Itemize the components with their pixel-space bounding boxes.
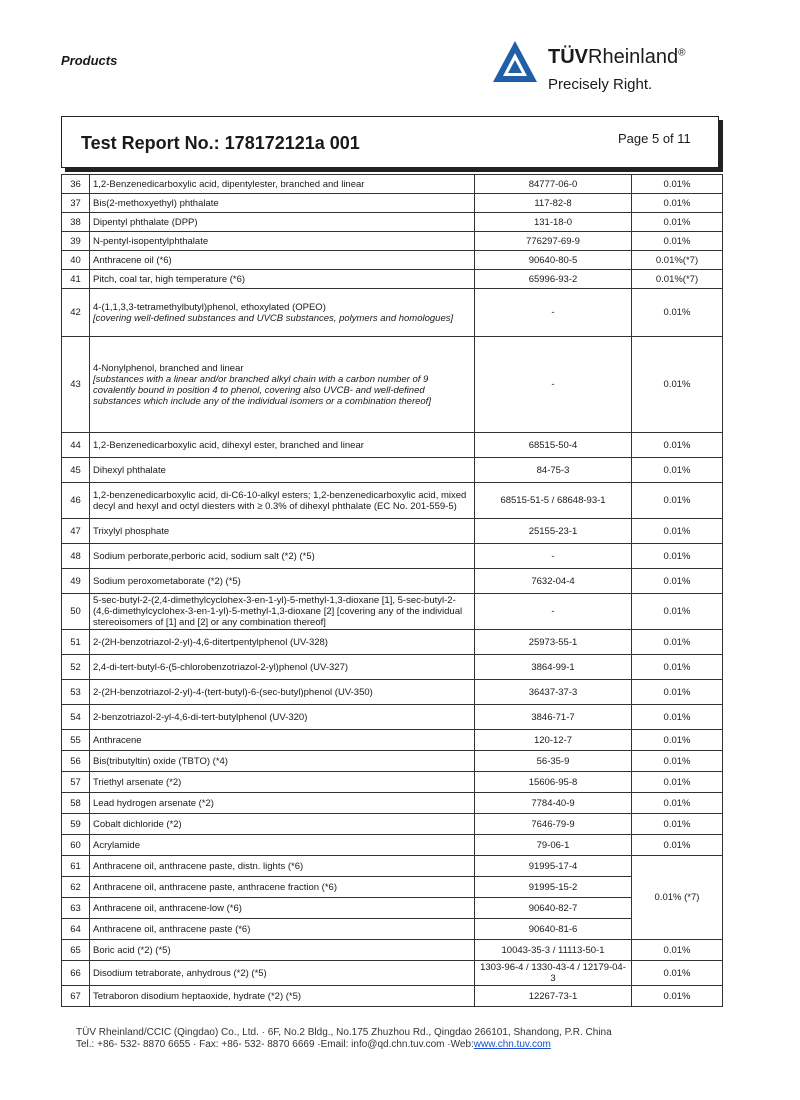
table-row bbox=[62, 337, 723, 433]
limit-value: 0.01% bbox=[632, 793, 723, 814]
cas-number: 84777-06-0 bbox=[475, 175, 632, 194]
limit-value: 0.01% bbox=[632, 751, 723, 772]
substance-name-text: Bis(2-methoxyethyl) phthalate bbox=[93, 197, 219, 209]
substance-name bbox=[90, 655, 475, 680]
substance-name-text: 2-(2H-benzotriazol-2-yl)-4-(tert-butyl)-6-(sec-butyl)phenol (UV-350) bbox=[93, 686, 373, 698]
cas-number: 90640-81-6 bbox=[475, 919, 632, 940]
substance-name bbox=[90, 919, 475, 940]
table-row bbox=[62, 519, 723, 544]
row-number: 51 bbox=[62, 630, 90, 655]
row-number: 63 bbox=[62, 898, 90, 919]
substance-name-text: 2-(2H-benzotriazol-2-yl)-4,6-ditertpentylphenol (UV-328) bbox=[93, 636, 328, 648]
row-number: 56 bbox=[62, 751, 90, 772]
substance-name-text: N-pentyl-isopentylphthalate bbox=[93, 235, 209, 247]
row-number: 50 bbox=[62, 594, 90, 630]
substance-name-text: Boric acid (*2) (*5) bbox=[93, 944, 171, 956]
row-number: 44 bbox=[62, 433, 90, 458]
cas-number: - bbox=[475, 289, 632, 337]
table-row bbox=[62, 175, 723, 194]
row-number: 66 bbox=[62, 961, 90, 986]
substance-name-text: Anthracene oil, anthracene paste, anthracene fraction (*6) bbox=[93, 881, 337, 893]
substance-name-text: Bis(tributyltin) oxide (TBTO) (*4) bbox=[93, 755, 228, 767]
cas-number: 84-75-3 bbox=[475, 458, 632, 483]
table-row bbox=[62, 483, 723, 519]
cas-number: 1303-96-4 / 1330-43-4 / 12179-04-3 bbox=[475, 961, 632, 986]
row-number: 65 bbox=[62, 940, 90, 961]
row-number: 60 bbox=[62, 835, 90, 856]
row-number: 39 bbox=[62, 232, 90, 251]
row-number: 48 bbox=[62, 544, 90, 569]
limit-value: 0.01% bbox=[632, 337, 723, 433]
table-row bbox=[62, 856, 723, 877]
substance-name bbox=[90, 194, 475, 213]
substance-name bbox=[90, 544, 475, 569]
footer-address: TÜV Rheinland/CCIC (Qingdao) Co., Ltd. · 6F, No.2 Bldg., No.175 Zhuzhou Rd., Qingdao 266101, Shandong, P.R. China bbox=[76, 1027, 612, 1038]
substance-name bbox=[90, 519, 475, 544]
limit-value: 0.01% bbox=[632, 705, 723, 730]
limit-value: 0.01% bbox=[632, 433, 723, 458]
substance-name bbox=[90, 730, 475, 751]
report-header bbox=[61, 116, 719, 168]
limit-value: 0.01% bbox=[632, 835, 723, 856]
substance-name bbox=[90, 986, 475, 1007]
cas-number: 79-06-1 bbox=[475, 835, 632, 856]
cas-number: 7784-40-9 bbox=[475, 793, 632, 814]
cas-number: 25155-23-1 bbox=[475, 519, 632, 544]
substance-name bbox=[90, 483, 475, 519]
row-number: 64 bbox=[62, 919, 90, 940]
row-number: 52 bbox=[62, 655, 90, 680]
brand-tagline: Precisely Right. bbox=[548, 76, 653, 93]
substance-name-text: Trixylyl phosphate bbox=[93, 525, 170, 537]
limit-value: 0.01% bbox=[632, 814, 723, 835]
limit-value: 0.01% bbox=[632, 772, 723, 793]
cas-number: 91995-17-4 bbox=[475, 856, 632, 877]
substance-name bbox=[90, 175, 475, 194]
substance-note: [covering well-defined substances and UVCB substances, polymers and homologues] bbox=[93, 312, 454, 324]
substance-name-text: Triethyl arsenate (*2) bbox=[93, 776, 182, 788]
substance-name bbox=[90, 433, 475, 458]
substance-note: [substances with a linear and/or branched alkyl chain with a carbon number of 9 covalently bound in position 4 to phenol, covering also UVCB- and well-defined substances which include any of the individual isomers or a combination thereof] bbox=[93, 373, 431, 407]
table-row bbox=[62, 793, 723, 814]
limit-value: 0.01% bbox=[632, 730, 723, 751]
substance-name bbox=[90, 705, 475, 730]
limit-value: 0.01% bbox=[632, 232, 723, 251]
limit-value: 0.01% bbox=[632, 175, 723, 194]
limit-value: 0.01% bbox=[632, 630, 723, 655]
cas-number: 91995-15-2 bbox=[475, 877, 632, 898]
row-number: 67 bbox=[62, 986, 90, 1007]
substance-name-text: Cobalt dichloride (*2) bbox=[93, 818, 182, 830]
limit-value: 0.01% bbox=[632, 213, 723, 232]
table-row bbox=[62, 919, 723, 940]
row-number: 36 bbox=[62, 175, 90, 194]
substance-name-text: Sodium perborate,perboric acid, sodium salt (*2) (*5) bbox=[93, 550, 315, 562]
substance-name-text: 4-Nonylphenol, branched and linear bbox=[93, 362, 244, 374]
limit-value: 0.01%(*7) bbox=[632, 251, 723, 270]
limit-value: 0.01% bbox=[632, 519, 723, 544]
cas-number: - bbox=[475, 544, 632, 569]
section-label: Products bbox=[61, 53, 118, 68]
row-number: 55 bbox=[62, 730, 90, 751]
limit-value: 0.01% bbox=[632, 458, 723, 483]
row-number: 62 bbox=[62, 877, 90, 898]
website-link[interactable]: www.chn.tuv.com bbox=[473, 1039, 551, 1050]
limit-value: 0.01% bbox=[632, 544, 723, 569]
limit-value: 0.01% (*7) bbox=[632, 856, 723, 940]
cas-number: - bbox=[475, 594, 632, 630]
table-row bbox=[62, 569, 723, 594]
substance-name-text: 1,2-benzenedicarboxylic acid, di-C6-10-alkyl esters; 1,2-benzenedicarboxylic acid, mixed decyl and hexyl and octyl diesters with ≥ 0.3% of dihexyl phthalate (EC No. 201-559-5) bbox=[93, 489, 467, 512]
substance-name-text: Sodium peroxometaborate (*2) (*5) bbox=[93, 575, 241, 587]
table-row bbox=[62, 877, 723, 898]
row-number: 46 bbox=[62, 483, 90, 519]
substance-name bbox=[90, 940, 475, 961]
limit-value: 0.01%(*7) bbox=[632, 270, 723, 289]
cas-number: 15606-95-8 bbox=[475, 772, 632, 793]
table-row bbox=[62, 544, 723, 569]
row-number: 42 bbox=[62, 289, 90, 337]
row-number: 40 bbox=[62, 251, 90, 270]
substance-name bbox=[90, 251, 475, 270]
limit-value: 0.01% bbox=[632, 655, 723, 680]
substance-name bbox=[90, 594, 475, 630]
substance-name-text: Lead hydrogen arsenate (*2) bbox=[93, 797, 214, 809]
substance-name bbox=[90, 270, 475, 289]
substance-name bbox=[90, 569, 475, 594]
substance-name-text: 1,2-Benzenedicarboxylic acid, dihexyl ester, branched and linear bbox=[93, 439, 364, 451]
table-row bbox=[62, 751, 723, 772]
substance-name bbox=[90, 289, 475, 337]
table-row bbox=[62, 680, 723, 705]
table-row bbox=[62, 232, 723, 251]
cas-number: 68515-50-4 bbox=[475, 433, 632, 458]
row-number: 45 bbox=[62, 458, 90, 483]
substance-name-text: Anthracene oil, anthracene paste, distn. lights (*6) bbox=[93, 860, 304, 872]
substance-name bbox=[90, 793, 475, 814]
table-row bbox=[62, 655, 723, 680]
page-number: Page 5 of 11 bbox=[618, 131, 691, 146]
cas-number: 25973-55-1 bbox=[475, 630, 632, 655]
row-number: 49 bbox=[62, 569, 90, 594]
limit-value: 0.01% bbox=[632, 680, 723, 705]
row-number: 59 bbox=[62, 814, 90, 835]
substance-name bbox=[90, 961, 475, 986]
table-row bbox=[62, 898, 723, 919]
table-row bbox=[62, 730, 723, 751]
substance-name-text: Dipentyl phthalate (DPP) bbox=[93, 216, 198, 228]
table-row bbox=[62, 458, 723, 483]
substance-name-text: Anthracene bbox=[93, 734, 142, 746]
cas-number: 117-82-8 bbox=[475, 194, 632, 213]
row-number: 54 bbox=[62, 705, 90, 730]
limit-value: 0.01% bbox=[632, 594, 723, 630]
cas-number: - bbox=[475, 337, 632, 433]
cas-number: 131-18-0 bbox=[475, 213, 632, 232]
limit-value: 0.01% bbox=[632, 940, 723, 961]
table-row bbox=[62, 814, 723, 835]
substance-name-text: Anthracene oil, anthracene paste (*6) bbox=[93, 923, 251, 935]
cas-number: 65996-93-2 bbox=[475, 270, 632, 289]
substance-name-text: 2,4-di-tert-butyl-6-(5-chlorobenzotriazol-2-yl)phenol (UV-327) bbox=[93, 661, 349, 673]
substance-name-text: Dihexyl phthalate bbox=[93, 464, 166, 476]
table-row bbox=[62, 961, 723, 986]
substance-name-text: Anthracene oil, anthracene-low (*6) bbox=[93, 902, 242, 914]
substance-name bbox=[90, 856, 475, 877]
substance-name bbox=[90, 835, 475, 856]
footer bbox=[76, 1027, 612, 1051]
substance-name bbox=[90, 814, 475, 835]
table-row bbox=[62, 705, 723, 730]
substance-name-text: 2-benzotriazol-2-yl-4,6-di-tert-butylphenol (UV-320) bbox=[93, 711, 308, 723]
table-row bbox=[62, 251, 723, 270]
cas-number: 36437-37-3 bbox=[475, 680, 632, 705]
row-number: 37 bbox=[62, 194, 90, 213]
cas-number: 3864-99-1 bbox=[475, 655, 632, 680]
brand-name: TÜVRheinland® bbox=[548, 46, 686, 68]
substance-name bbox=[90, 772, 475, 793]
table-row bbox=[62, 940, 723, 961]
row-number: 61 bbox=[62, 856, 90, 877]
table-row bbox=[62, 835, 723, 856]
substance-name bbox=[90, 213, 475, 232]
footer-contact: Tel.: +86- 532- 8870 6655 · Fax: +86- 532- 8870 6669 ·Email: info@qd.chn.tuv.com ·Web:www.chn.tuv.com bbox=[76, 1039, 551, 1050]
limit-value: 0.01% bbox=[632, 986, 723, 1007]
substance-name-text: Acrylamide bbox=[93, 839, 140, 851]
substance-name bbox=[90, 232, 475, 251]
substance-name bbox=[90, 337, 475, 433]
substance-name-text: 1,2-Benzenedicarboxylic acid, dipentylester, branched and linear bbox=[93, 178, 365, 190]
substance-name-text: Tetraboron disodium heptaoxide, hydrate (*2) (*5) bbox=[93, 990, 302, 1002]
substance-name-text: 4-(1,1,3,3-tetramethylbutyl)phenol, ethoxylated (OPEO) bbox=[93, 301, 326, 313]
table-row bbox=[62, 213, 723, 232]
substance-name bbox=[90, 458, 475, 483]
row-number: 43 bbox=[62, 337, 90, 433]
substance-name bbox=[90, 680, 475, 705]
triangle-logo-icon bbox=[490, 38, 540, 88]
row-number: 57 bbox=[62, 772, 90, 793]
cas-number: 776297-69-9 bbox=[475, 232, 632, 251]
tuv-logo bbox=[490, 38, 740, 100]
row-number: 47 bbox=[62, 519, 90, 544]
substance-name-text: Disodium tetraborate, anhydrous (*2) (*5) bbox=[93, 967, 267, 979]
substance-name bbox=[90, 630, 475, 655]
row-number: 58 bbox=[62, 793, 90, 814]
cas-number: 7632-04-4 bbox=[475, 569, 632, 594]
cas-number: 3846-71-7 bbox=[475, 705, 632, 730]
row-number: 53 bbox=[62, 680, 90, 705]
substance-name-text: Pitch, coal tar, high temperature (*6) bbox=[93, 273, 246, 285]
table-row bbox=[62, 433, 723, 458]
limit-value: 0.01% bbox=[632, 289, 723, 337]
table-row bbox=[62, 270, 723, 289]
cas-number: 7646-79-9 bbox=[475, 814, 632, 835]
substance-name bbox=[90, 877, 475, 898]
table-row bbox=[62, 289, 723, 337]
table-row bbox=[62, 594, 723, 630]
report-title: Test Report No.: 178172121a 001 bbox=[81, 133, 360, 153]
cas-number: 68515-51-5 / 68648-93-1 bbox=[475, 483, 632, 519]
limit-value: 0.01% bbox=[632, 569, 723, 594]
substance-name bbox=[90, 751, 475, 772]
substance-table bbox=[61, 174, 723, 1007]
cas-number: 12267-73-1 bbox=[475, 986, 632, 1007]
table-row bbox=[62, 986, 723, 1007]
substance-name bbox=[90, 898, 475, 919]
cas-number: 10043-35-3 / 11113-50-1 bbox=[475, 940, 632, 961]
cas-number: 120-12-7 bbox=[475, 730, 632, 751]
substance-name-text: Anthracene oil (*6) bbox=[93, 254, 172, 266]
limit-value: 0.01% bbox=[632, 194, 723, 213]
table-row bbox=[62, 630, 723, 655]
substance-name-text: 5-sec-butyl-2-(2,4-dimethylcyclohex-3-en-1-yl)-5-methyl-1,3-dioxane [1], 5-sec-butyl-2-(4,6-dimethylcyclohex-3-en-1-yl)-5-methyl-1,3-dioxane [2] [covering any of the individual stereoisomers of [1] and [2] or any combination thereof] bbox=[93, 595, 463, 628]
cas-number: 56-35-9 bbox=[475, 751, 632, 772]
cas-number: 90640-80-5 bbox=[475, 251, 632, 270]
table-row bbox=[62, 772, 723, 793]
limit-value: 0.01% bbox=[632, 483, 723, 519]
limit-value: 0.01% bbox=[632, 961, 723, 986]
row-number: 41 bbox=[62, 270, 90, 289]
row-number: 38 bbox=[62, 213, 90, 232]
table-row bbox=[62, 194, 723, 213]
cas-number: 90640-82-7 bbox=[475, 898, 632, 919]
